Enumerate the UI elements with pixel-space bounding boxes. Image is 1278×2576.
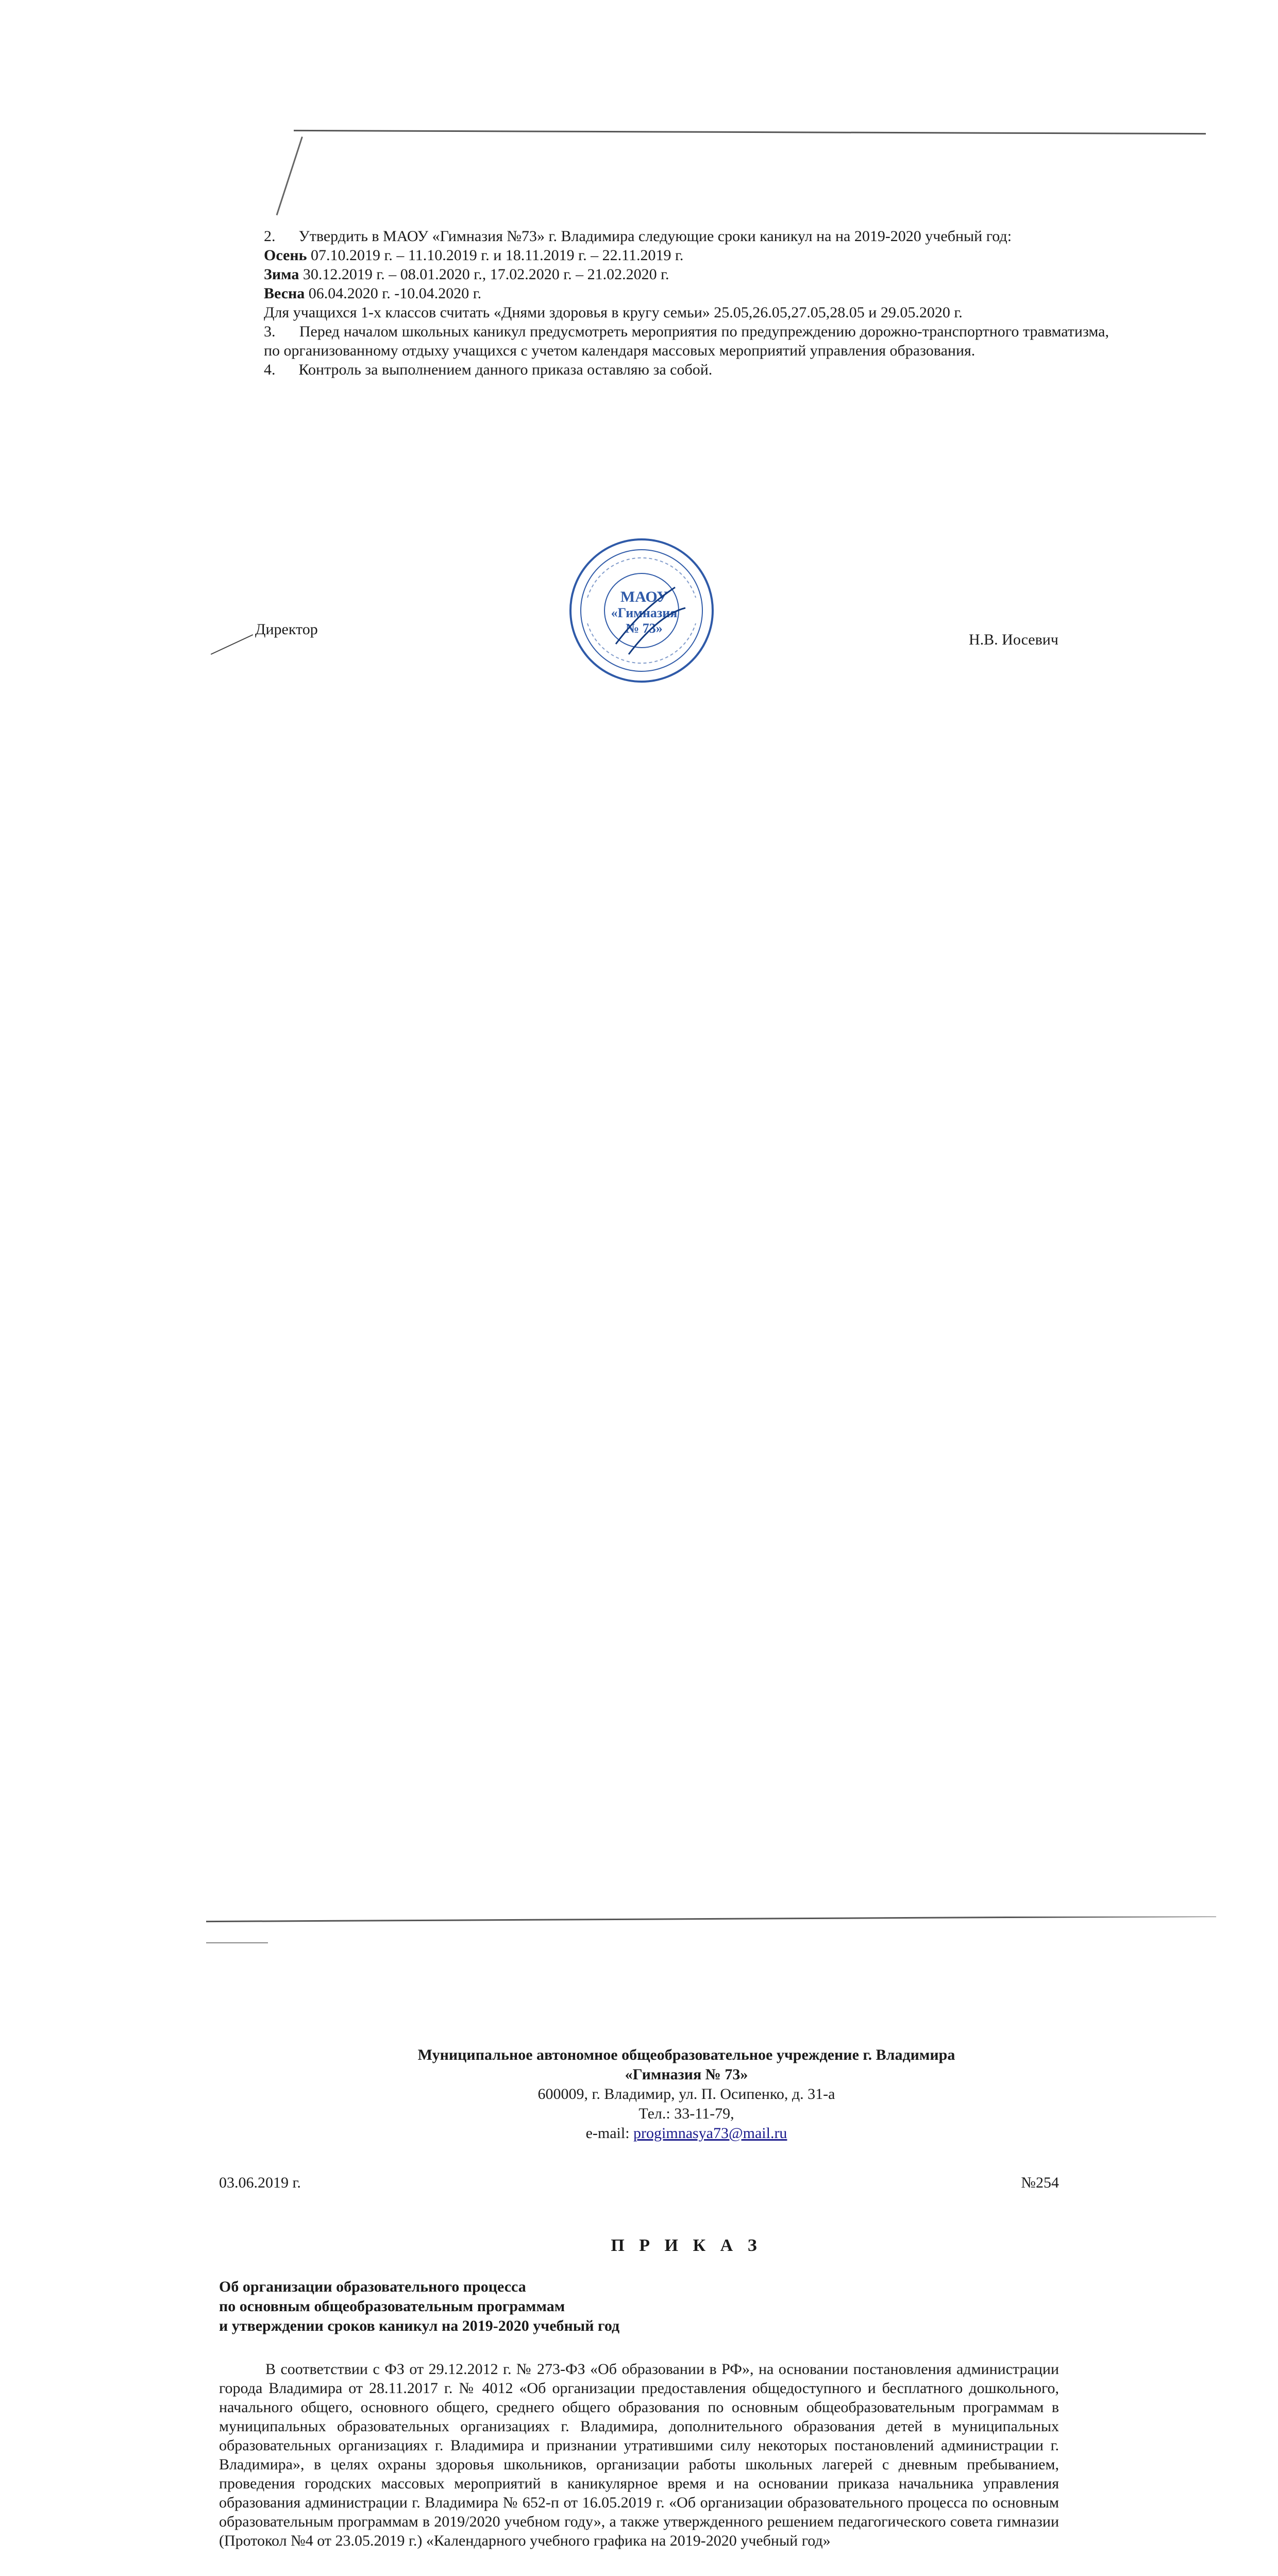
order-preamble: В соответствии с ФЗ от 29.12.2012 г. № 273-ФЗ «Об образовании в РФ», на основании постановления администрации города Владимира от 28.11.2017 г. № 4012 «Об организации предоставления общедоступного и бесплатного дошкольного, начального общего, основного общего, среднего общего образования по основным общеобразовательным программам в муниципальных образовательных организациях г. Владимира, дополнительного образования детей в муниципальных образовательных организациях г. Владимира и признании утратившими силу некоторых постановлений администрации г. Владимира», в целях охраны здоровья школьников, организации работы школьных лагерей с дневным пребыванием, проведения городских массовых мероприятий в каникулярное время и на основании приказа начальника управления образования администрации г. Владимира № 652-п от 16.05.2019 г. «Об организации образовательного процесса по основным образовательным программам в 2019/2020 учебном году», а также утвержденного решением педагогического совета гимназии (Протокол №4 от 23.05.2019 г.) «Календарного учебного графика на 2019-2020 учебный год» [219, 2361, 1059, 2549]
order-subject: Об организации образовательного процесса по основным общеобразовательным программам и утверждении сроков каникул на 2019-2020 учебный год [219, 2278, 620, 2334]
scan-edge-top-2 [206, 1942, 268, 1943]
autumn-holidays: Осень 07.10.2019 г. – 11.10.2019 г. и 18.11.2019 г. – 22.11.2019 г. [264, 247, 684, 264]
org-name: Муниципальное автономное общеобразовательное учреждение г. Владимира [417, 2046, 955, 2063]
school-stamp [567, 536, 716, 685]
order-number: №254 [1021, 2174, 1059, 2191]
letterhead [264, 2045, 1109, 2143]
document-title: П Р И К А З [611, 2236, 762, 2255]
org-phone: Тел.: 33-11-79, [638, 2105, 734, 2122]
signer-name: Н.В. Иосевич [969, 631, 1058, 648]
item-4: 4. Контроль за выполнением данного приказа оставляю за собой. [264, 361, 713, 378]
email-link[interactable]: progimnasya73@mail.ru [633, 2125, 787, 2142]
document-page-2 [0, 1917, 1278, 2576]
org-name-short: «Гимназия № 73» [625, 2066, 748, 2083]
item-2: 2. Утвердить в МАОУ «Гимназия №73» г. Владимира следующие сроки каникул на на 2019-2020 учебный год: [264, 228, 1012, 245]
scan-edge-top [206, 1917, 1216, 1922]
org-email: e-mail: progimnasya73@mail.ru [585, 2125, 787, 2142]
org-address: 600009, г. Владимир, ул. П. Осипенко, д. 31-а [537, 2086, 835, 2103]
scan-edge-left [276, 137, 303, 215]
health-days: Для учащихся 1-х классов считать «Днями здоровья в кругу семьи» 25.05,26.05,27.05,28.05 и 29.05.2020 г. [264, 304, 963, 321]
order-continuation [264, 227, 1109, 379]
order-date: 03.06.2019 г. [219, 2174, 301, 2191]
scan-edge-top [294, 130, 1206, 134]
signer-title: Директор [255, 621, 318, 638]
spring-holidays: Весна 06.04.2020 г. -10.04.2020 г. [264, 285, 482, 302]
signature-line [211, 634, 253, 655]
stamp-text-3: № 73» [626, 621, 663, 636]
item-3: 3. Перед началом школьных каникул предусмотреть мероприятия по предупреждению дорожно-транспортного травматизма, по организованному отдыху учащихся с учетом календаря массовых мероприятий управления образования. [264, 323, 1109, 359]
winter-holidays: Зима 30.12.2019 г. – 08.01.2020 г., 17.02.2020 г. – 21.02.2020 г. [264, 266, 669, 283]
stamp-text-1: МАОУ [620, 588, 668, 605]
stamp-text-2: «Гимназия [611, 605, 678, 620]
